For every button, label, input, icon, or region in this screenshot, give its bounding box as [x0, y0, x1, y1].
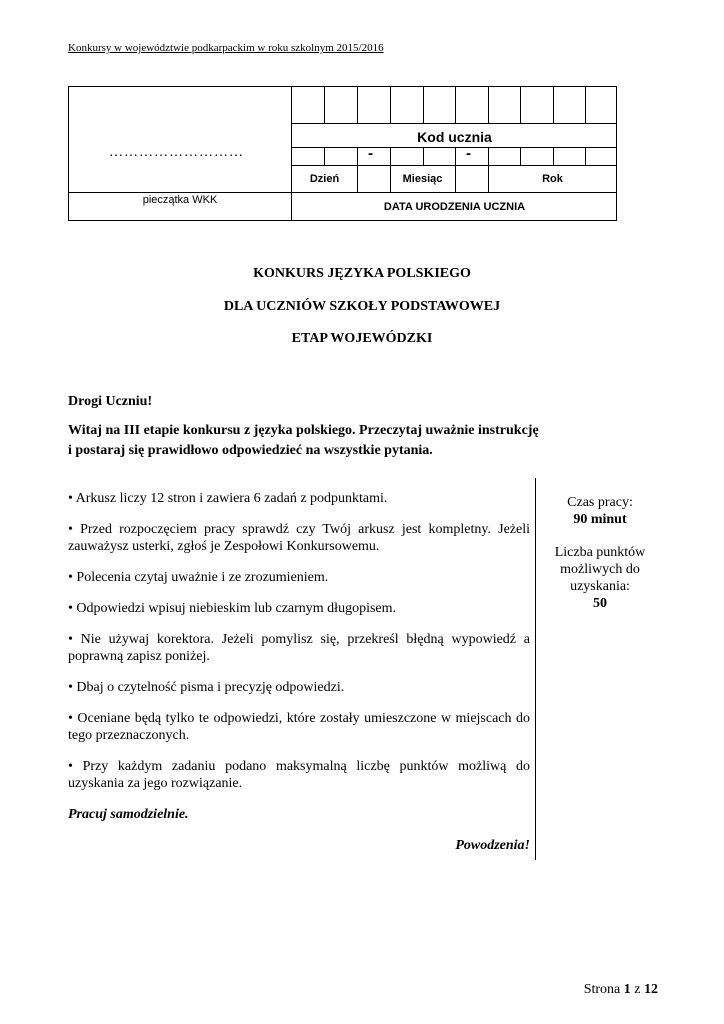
intro-text [68, 421, 568, 461]
code-grid [292, 87, 617, 220]
page-word: Strona [583, 982, 621, 997]
title-line-2: DLA UCZNIÓW SZKOŁY PODSTAWOWEJ [223, 299, 501, 314]
time-label: Czas pracy: [567, 495, 633, 510]
page-total: 12 [644, 982, 658, 997]
instruction-item: • Odpowiedzi wpisuj niebieskim lub czarnym długopisem. [68, 601, 397, 616]
birth-date-label: DATA URODZENIA UCZNIA [383, 201, 526, 213]
month-label: Miesiąc [402, 173, 443, 185]
good-luck-note: Powodzenia! [455, 838, 530, 853]
points-label-3: uzyskania: [570, 579, 630, 594]
of-word: z [634, 982, 641, 997]
header-box [68, 86, 617, 221]
title-line-1: KONKURS JĘZYKA POLSKIEGO [253, 266, 471, 281]
instruction-item: • Przed rozpoczęciem pracy sprawdź czy Twój arkusz jest kompletny. Jeżeli zauważysz usterki, zgłoś je Zespołowi Konkursowemu. [68, 522, 530, 554]
instruction-item: • Polecenia czytaj uważnie i ze zrozumieniem. [68, 570, 329, 585]
instructions [68, 490, 530, 868]
exam-info [540, 494, 660, 612]
intro-line-1: Witaj na III etapie konkursu z języka polskiego. Przeczytaj uważnie instrukcję [68, 423, 539, 438]
points-label-1: Liczba punktów [554, 545, 646, 560]
code-label: Kod ucznia [417, 129, 492, 145]
instruction-item: • Arkusz liczy 12 stron i zawiera 6 zadań z podpunktami. [68, 491, 388, 506]
points-label-2: możliwych do [560, 562, 640, 577]
instruction-item: • Dbaj o czytelność pisma i precyzję odpowiedzi. [68, 680, 345, 695]
time-value: 90 minut [573, 512, 627, 527]
title-line-3: ETAP WOJEWÓDZKI [291, 331, 433, 346]
instruction-item: • Oceniane będą tylko te odpowiedzi, które zostały umieszczone w miejscach do tego przeznaczonych. [68, 711, 530, 743]
greeting: Drogi Uczniu! [68, 394, 153, 409]
running-header: Konkursy w województwie podkarpackim w roku szkolnym 2015/2016 [68, 42, 384, 54]
instructions-divider [535, 478, 536, 860]
day-label: Dzień [309, 173, 340, 185]
year-label: Rok [542, 173, 563, 185]
stamp-separator [69, 192, 291, 193]
page-number [560, 982, 658, 998]
stamp-dots: ……………………… [109, 145, 244, 160]
intro-line-2: i postaraj się prawidłowo odpowiedzieć na wszystkie pytania. [68, 443, 433, 458]
code-dash-1: - [368, 145, 373, 162]
work-alone-note: Pracuj samodzielnie. [68, 807, 189, 822]
instruction-item: • Nie używaj korektora. Jeżeli pomylisz się, przekreśl błędną wypowiedź a poprawną zapisz poniżej. [68, 632, 530, 664]
points-value: 50 [593, 596, 607, 611]
page-current: 1 [623, 982, 631, 997]
instruction-item: • Przy każdym zadaniu podano maksymalną liczbę punktów możliwą do uzyskania za jego rozwiązanie. [68, 759, 530, 791]
code-dash-2: - [466, 145, 471, 162]
stamp-label: pieczątka WKK [142, 194, 218, 206]
